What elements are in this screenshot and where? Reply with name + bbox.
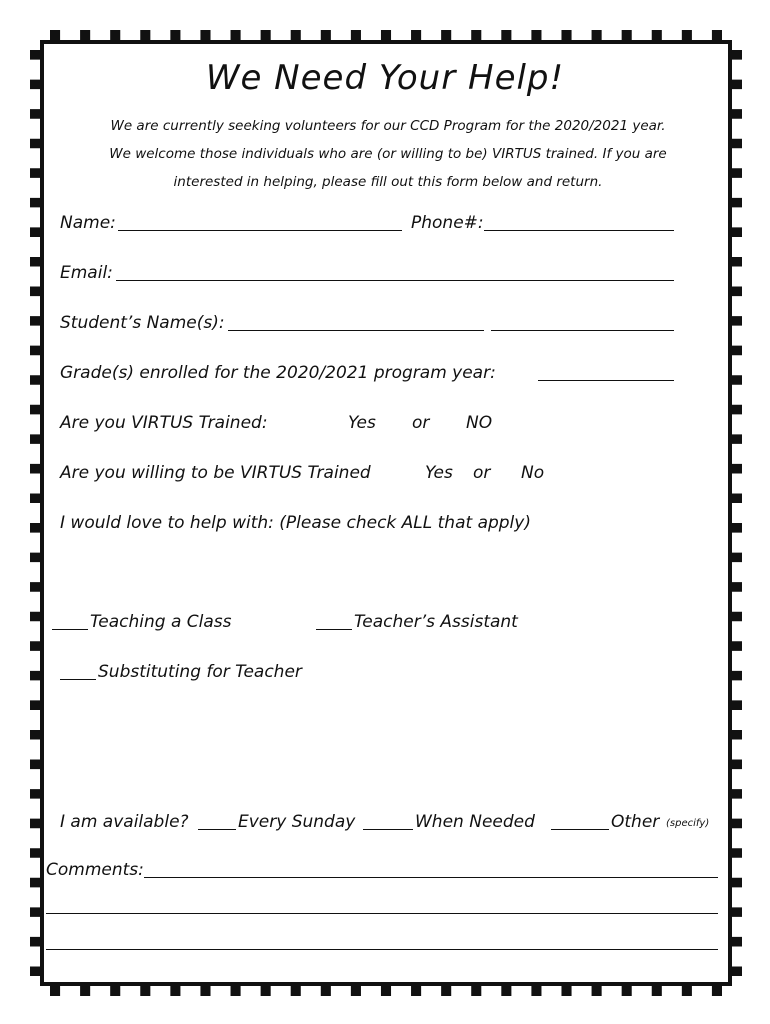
- page-title: We Need Your Help!: [205, 58, 565, 98]
- when-needed-label: When Needed: [415, 812, 535, 832]
- student-name-field-line-1[interactable]: [228, 330, 484, 331]
- substituting-option-label: Substituting for Teacher: [98, 662, 302, 682]
- intro-line-2: We welcome those individuals who are (or willing to be) VIRTUS trained. If you are: [109, 146, 667, 162]
- substituting-checkbox-line[interactable]: [60, 679, 96, 680]
- other-checkbox-line[interactable]: [551, 829, 609, 830]
- virtus-willing-question: Are you willing to be VIRTUS Trained: [60, 463, 371, 483]
- phone-field-line[interactable]: [484, 230, 674, 231]
- intro-line-1: We are currently seeking volunteers for our CCD Program for the 2020/2021 year.: [110, 118, 666, 134]
- every-sunday-label: Every Sunday: [238, 812, 356, 832]
- comments-line-2[interactable]: [46, 913, 718, 914]
- comments-line-3[interactable]: [46, 949, 718, 950]
- phone-label: Phone#:: [411, 213, 484, 233]
- help-with-prompt: I would love to help with: (Please check ALL that apply): [60, 513, 531, 533]
- name-field-line[interactable]: [118, 230, 402, 231]
- virtus-willing-no-option[interactable]: No: [521, 463, 545, 483]
- virtus-willing-yes-option[interactable]: Yes: [425, 463, 453, 483]
- other-label: Other: [611, 812, 660, 832]
- specify-hint: (specify): [666, 818, 710, 829]
- students-label: Student’s Name(s):: [60, 313, 225, 333]
- assistant-checkbox-line[interactable]: [316, 629, 352, 630]
- availability-prompt: I am available?: [60, 812, 189, 832]
- comments-label: Comments:: [46, 860, 144, 880]
- email-field-line[interactable]: [116, 280, 674, 281]
- student-name-field-line-2[interactable]: [491, 330, 674, 331]
- virtus-trained-or: or: [412, 413, 430, 433]
- every-sunday-checkbox-line[interactable]: [198, 829, 236, 830]
- grades-field-line[interactable]: [538, 380, 674, 381]
- name-label: Name:: [60, 213, 116, 233]
- intro-line-3: interested in helping, please fill out this form below and return.: [173, 174, 603, 190]
- virtus-willing-or: or: [473, 463, 491, 483]
- when-needed-checkbox-line[interactable]: [363, 829, 413, 830]
- virtus-trained-no-option[interactable]: NO: [466, 413, 493, 433]
- grades-label: Grade(s) enrolled for the 2020/2021 program year:: [60, 363, 496, 383]
- comments-line-1[interactable]: [144, 877, 718, 878]
- teaching-option-label: Teaching a Class: [90, 612, 232, 632]
- assistant-option-label: Teacher’s Assistant: [354, 612, 518, 632]
- teaching-checkbox-line[interactable]: [52, 629, 88, 630]
- virtus-trained-question: Are you VIRTUS Trained:: [60, 413, 268, 433]
- virtus-trained-yes-option[interactable]: Yes: [348, 413, 376, 433]
- email-label: Email:: [60, 263, 113, 283]
